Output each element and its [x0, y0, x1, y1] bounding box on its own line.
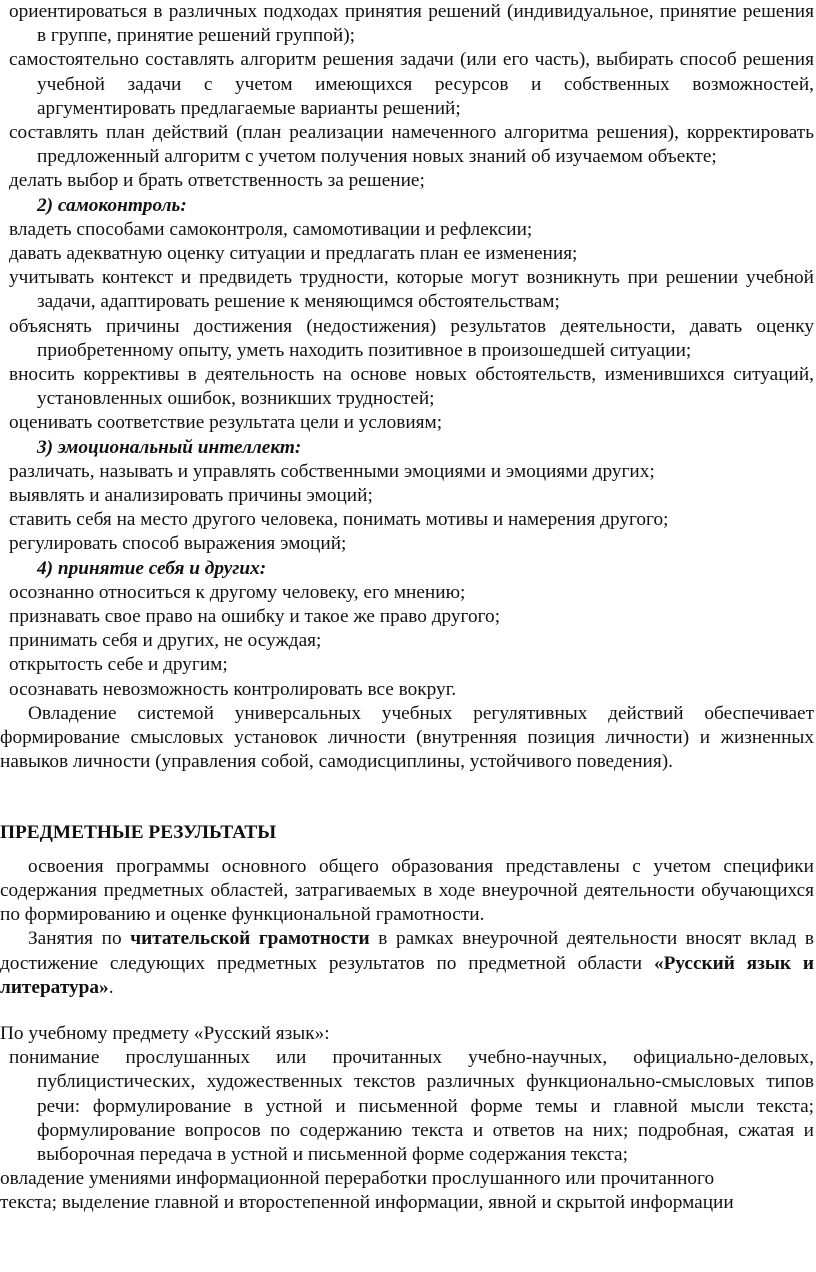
list-item: выявлять и анализировать причины эмоций;: [9, 485, 373, 507]
list-item: владеть способами самоконтроля, самомотивации и рефлексии;: [9, 218, 533, 240]
list-item: принимать себя и других, не осуждая;: [9, 630, 322, 652]
subheading-emotional-intelligence: 3) эмоциональный интеллект:: [37, 436, 302, 458]
list-item: учитывать контекст и предвидеть трудности, которые могут возникнуть при решении учебной задачи, адаптировать решение к меняющимся обстоятельствам;: [9, 267, 814, 313]
subheading-self-control: 2) самоконтроль:: [37, 194, 187, 216]
spacer: [9, 1000, 814, 1022]
list-item: открытость себе и другим;: [9, 654, 228, 676]
emphasis-reading-literacy: читательской грамотности: [130, 928, 370, 950]
list-item: осознавать невозможность контролировать все вокруг.: [9, 678, 457, 700]
list-item: делать выбор и брать ответственность за решение;: [9, 170, 425, 192]
list-item: осознанно относиться к другому человеку, его мнению;: [9, 581, 466, 603]
list-item: признавать свое право на ошибку и такое же право другого;: [9, 606, 501, 628]
spacer: [9, 775, 814, 821]
paragraph-mastery: Овладение системой универсальных учебных регулятивных действий обеспечивает формирование смысловых установок личности (внутренняя позиция личности) и жизненных навыков личности (управления собой, самодисциплины, устойчивого поведения).: [0, 702, 814, 773]
list-item: вносить коррективы в деятельность на основе новых обстоятельств, изменившихся ситуаций, установленных ошибок, возникших трудностей;: [9, 364, 814, 410]
list-item: давать адекватную оценку ситуации и предлагать план ее изменения;: [9, 243, 578, 265]
paragraph-subject-results: освоения программы основного общего образования представлены с учетом специфики содержания предметных областей, затрагиваемых в ходе внеурочной деятельности обучающихся по формированию и оценке функциональной грамотности.: [0, 855, 814, 926]
list-item: самостоятельно составлять алгоритм решения задачи (или его часть), выбирать способ решения учебной задачи с учетом имеющихся ресурсов и собственных возможностей, аргументировать предлагаемые варианты решений;: [9, 49, 814, 119]
subject-intro: По учебному предмету «Русский язык»:: [0, 1022, 330, 1044]
list-item: составлять план действий (план реализации намеченного алгоритма решения), корректировать предложенный алгоритм с учетом получения новых знаний об изучаемом объекте;: [9, 122, 814, 168]
paragraph-text: в рамках внеурочной деятельности вносят вклад в достижение следующих предметных результатов по предметной области: [0, 928, 814, 974]
list-item: оценивать соответствие результата цели и условиям;: [9, 412, 443, 434]
list-item: регулировать способ выражения эмоций;: [9, 533, 347, 555]
paragraph-text: Занятия по: [28, 928, 131, 950]
paragraph-classes: [0, 927, 814, 1000]
paragraph-text: .: [108, 976, 114, 998]
list-item: ставить себя на место другого человека, понимать мотивы и намерения другого;: [9, 509, 669, 531]
section-title: ПРЕДМЕТНЫЕ РЕЗУЛЬТАТЫ: [0, 821, 277, 843]
spacer: [9, 845, 814, 855]
text-line: овладение умениями информационной переработки прослушанного или прочитанного: [0, 1168, 715, 1190]
text-line: текста; выделение главной и второстепенной информации, явной и скрытой информации: [0, 1192, 734, 1214]
list-item: различать, называть и управлять собственными эмоциями и эмоциями других;: [9, 460, 655, 482]
list-item: ориентироваться в различных подходах принятия решений (индивидуальное, принятие решения в группе, принятие решений группой);: [9, 1, 814, 47]
list-item: объяснять причины достижения (недостижения) результатов деятельности, давать оценку приобретенному опыту, уметь находить позитивное в произошедшей ситуации;: [9, 315, 814, 361]
list-item: понимание прослушанных или прочитанных учебно-научных, официально-деловых, публицистических, художественных текстов различных функционально-смысловых типов речи: формулирование в устной и письменной форме темы и главной мысли текста; формулирование вопросов по содержанию текста и ответов на них; подробная, сжатая и выборочная передача в устной и письменной форме содержания текста;: [9, 1047, 814, 1165]
subheading-acceptance: 4) принятие себя и других:: [37, 557, 267, 579]
emphasis-subject-area: «Русский язык и литература»: [0, 952, 814, 998]
